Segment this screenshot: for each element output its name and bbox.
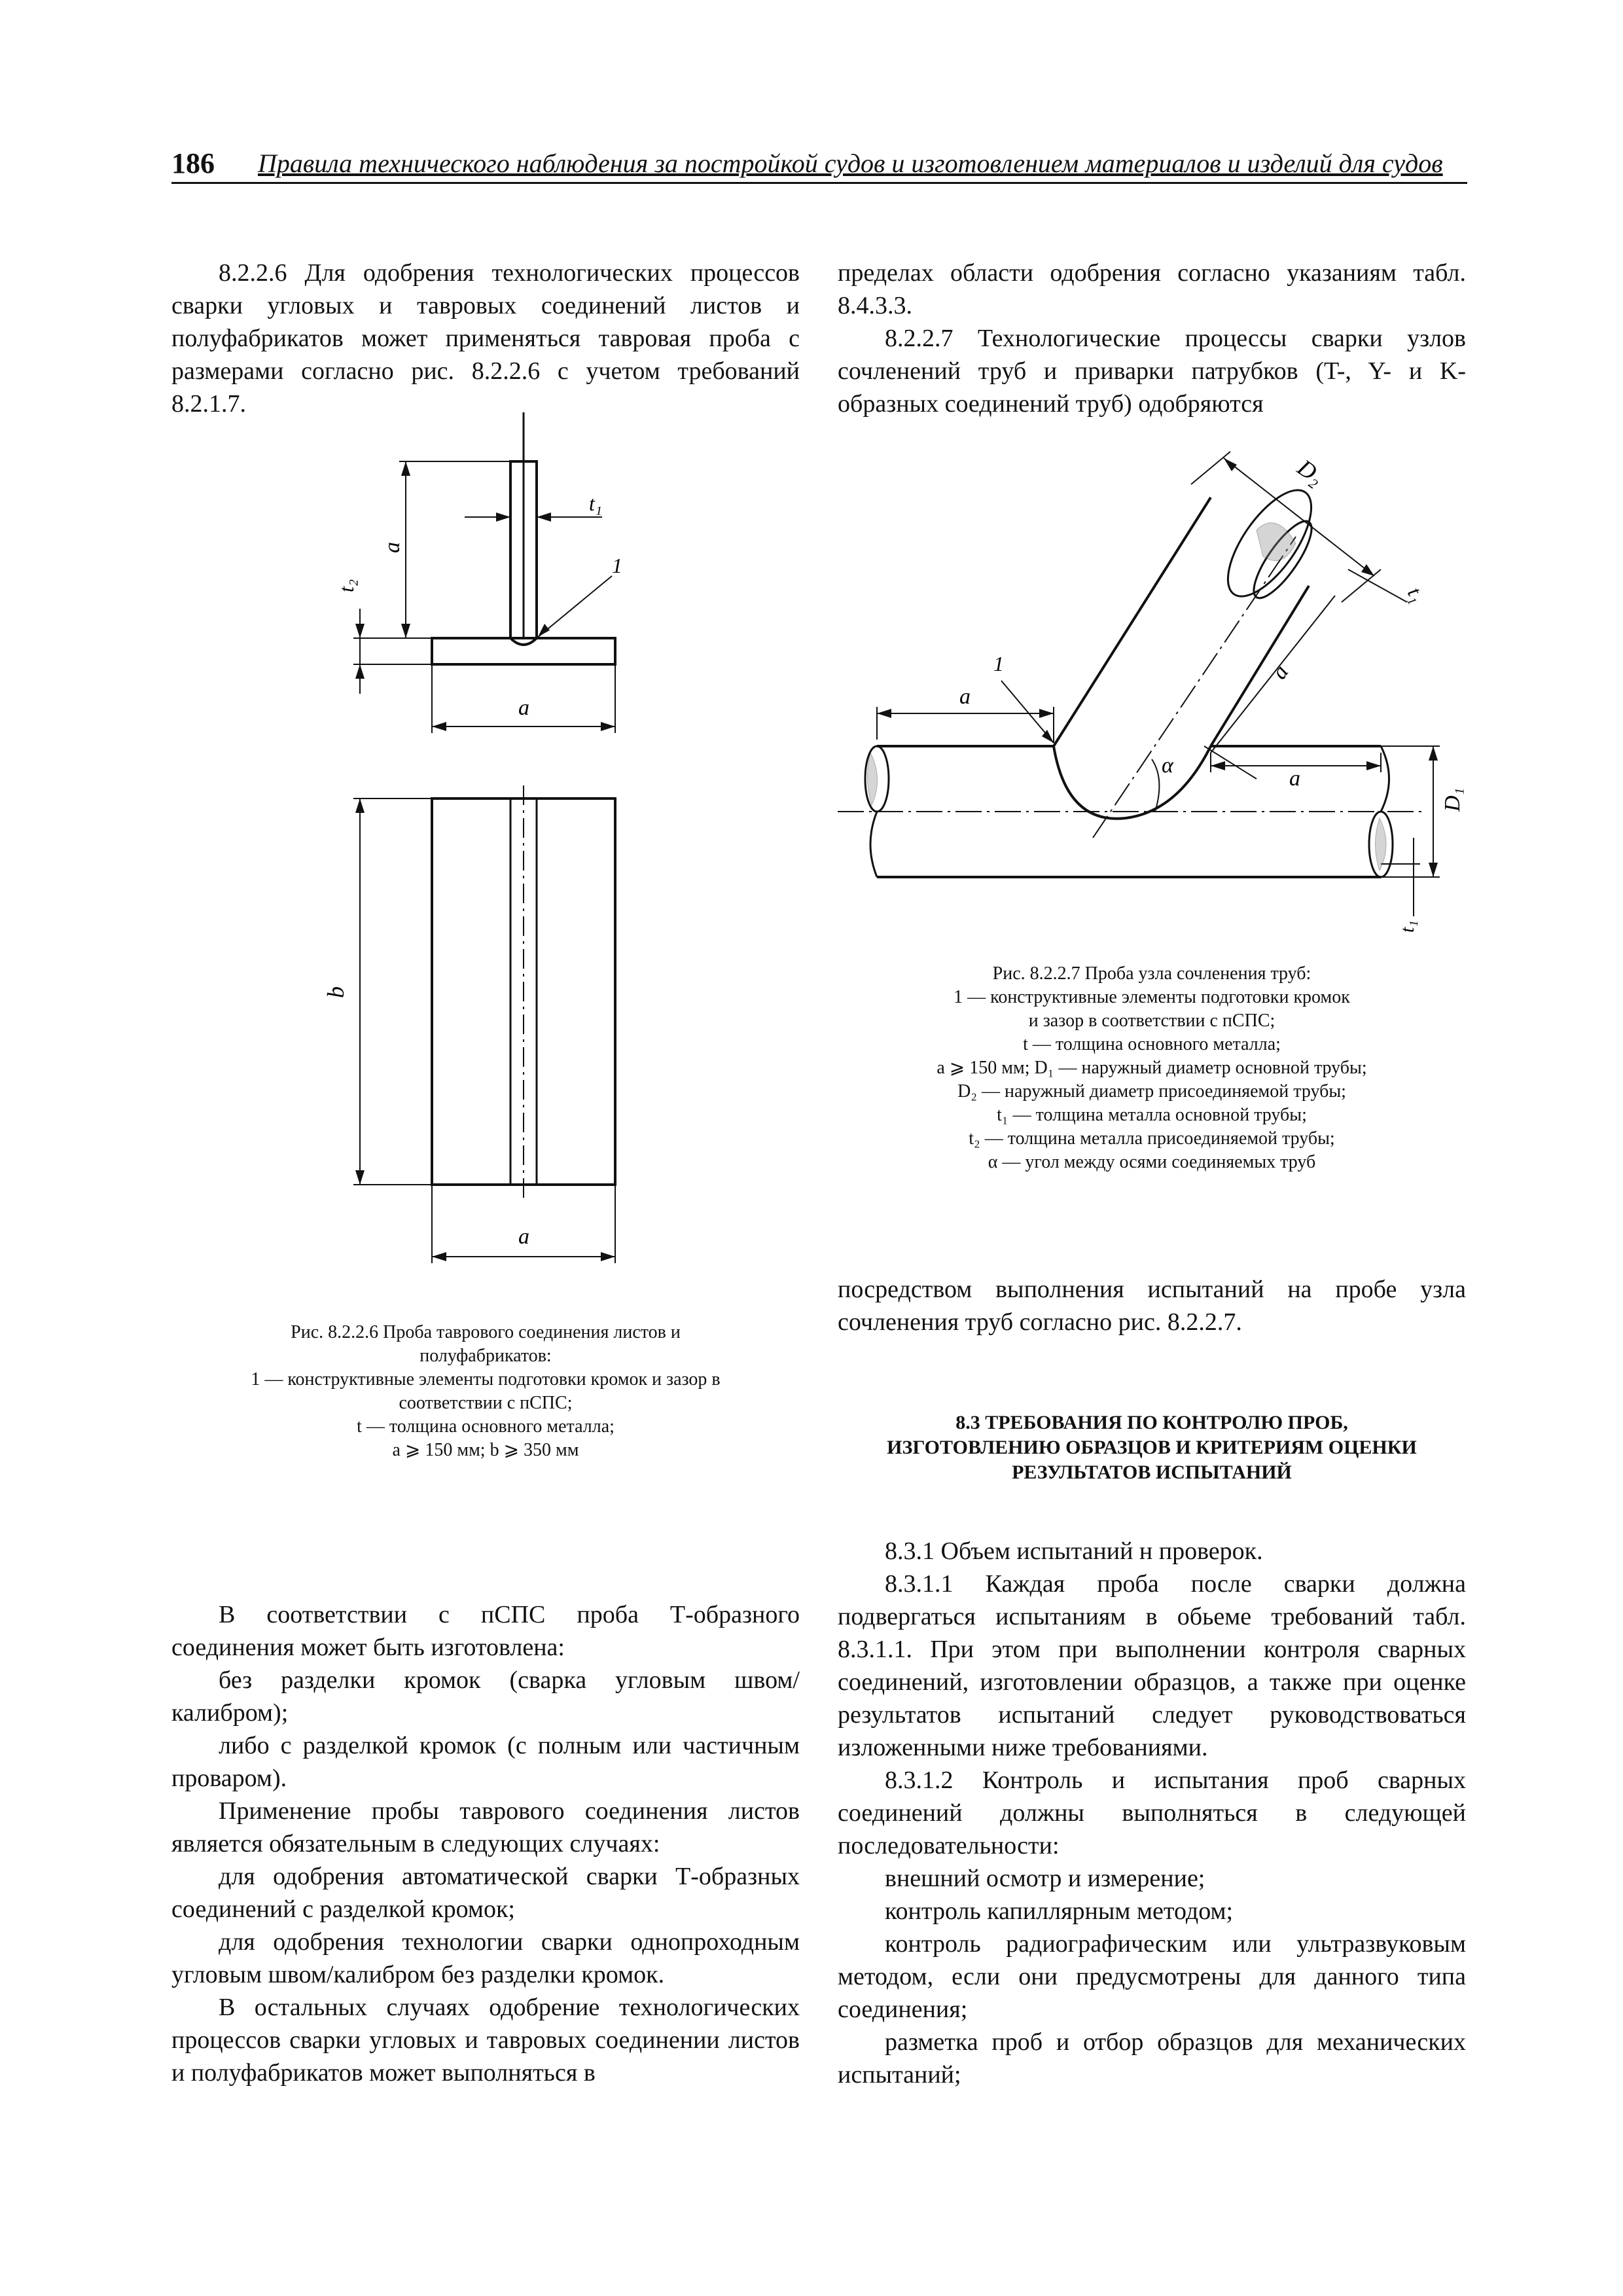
- list-item: разметка проб и отбор образцов для механических испытаний;: [838, 2028, 1466, 2089]
- section-title-line: РЕЗУЛЬТАТОВ ИСПЫТАНИЙ: [1012, 1462, 1292, 1483]
- caption-line: a ⩾ 150 мм; b ⩾ 350 мм: [392, 1440, 579, 1460]
- caption-line: t — толщина основного металла;: [1023, 1034, 1281, 1054]
- list-item: внешний осмотр и измерение;: [885, 1865, 1205, 1892]
- label-t2: t₂: [334, 579, 358, 592]
- caption-line: Рис. 8.2.2.7 Проба узла сочленения труб:: [992, 963, 1311, 984]
- section-title-line: ИЗГОТОВЛЕНИЮ ОБРАЗЦОВ И КРИТЕРИЯМ ОЦЕНКИ: [887, 1437, 1417, 1458]
- right-top-text: [838, 257, 1466, 420]
- caption-8-2-2-7: [838, 962, 1466, 1174]
- caption-line: D₂ — наружный диаметр присоединяемой трубы;: [957, 1081, 1346, 1102]
- caption-line: соответствии с пСПС;: [399, 1393, 573, 1413]
- caption-line: 1 — конструктивные элементы подготовки кромок и зазор в: [251, 1369, 721, 1390]
- caption-line: и зазор в соответствии с пСПС;: [1028, 1011, 1275, 1031]
- label-b: b: [323, 986, 349, 998]
- figure-8-2-2-7: [838, 445, 1479, 942]
- caption-line: t₁ — толщина металла основной трубы;: [997, 1105, 1307, 1125]
- label-t1: t₁: [589, 492, 603, 515]
- left-top-text: [171, 257, 800, 420]
- figure-8-2-2-6: [314, 412, 654, 1283]
- label-a-bottom: a: [518, 1225, 529, 1249]
- paragraph-continuation: посредством выполнения испытаний на пробе узла сочленения труб согласно рис. 8.2.2.7.: [838, 1276, 1466, 1336]
- label-alpha: α: [1162, 753, 1173, 778]
- paragraph: без разделки кромок (сварка угловым швом/калибром);: [171, 1666, 800, 1727]
- label-1: 1: [612, 554, 622, 577]
- section-title-8-3: [838, 1410, 1466, 1485]
- caption-line: Рис. 8.2.2.6 Проба таврового соединения листов и: [291, 1322, 681, 1342]
- paragraph-8-2-2-7: 8.2.2.7 Технологические процессы сварки узлов сочленений труб и приварки патрубков (T-, Y- и K-образных соединений труб) одобряются: [838, 325, 1466, 418]
- paragraph: В соответствии с пСПС проба Т-образного соединения может быть изготовлена:: [171, 1601, 800, 1661]
- paragraph-8-3-1-1: 8.3.1.1 Каждая проба после сварки должна подвергаться испытаниям в обьеме требований табл. 8.3.1.1. При этом при выполнении контроля сварных соединений, изготовлении образцов, а также при оценке результатов испытаний следует руководствоваться изложенными ниже требованиями.: [838, 1570, 1466, 1761]
- label-d1: D₁: [1440, 787, 1465, 812]
- label-a-left: a: [959, 685, 971, 709]
- list-item: контроль капиллярным методом;: [885, 1897, 1234, 1925]
- caption-line: 1 — конструктивные элементы подготовки кромок: [954, 987, 1350, 1007]
- caption-8-2-2-6: [171, 1321, 800, 1462]
- paragraph: Применение пробы таврового соединения листов является обязательным в следующих случаях:: [171, 1797, 800, 1857]
- caption-line: α — угол между осями соединяемых труб: [988, 1152, 1316, 1172]
- label-t1-top: t₁: [1402, 583, 1431, 606]
- label-1: 1: [993, 652, 1004, 675]
- left-bottom-text: [171, 1598, 800, 2089]
- running-title: Правила технического наблюдения за постройкой судов и изготовлением материалов и изделий для судов: [258, 149, 1443, 178]
- list-item: контроль радиографическим или ультразвуковым методом, если они предусмотрены для данного типа соединения;: [838, 1930, 1466, 2023]
- caption-line: t₂ — толщина металла присоединяемой трубы;: [969, 1128, 1335, 1149]
- right-mid-text: [838, 1273, 1466, 1338]
- caption-line: полуфабрикатов:: [419, 1346, 552, 1366]
- label-a-vertical: a: [380, 542, 404, 553]
- label-a-right: a: [1289, 766, 1300, 791]
- label-t1-bottom: t₁: [1397, 920, 1418, 933]
- caption-line: t — толщина основного металла;: [357, 1416, 615, 1437]
- paragraph-8-2-2-6: 8.2.2.6 Для одобрения технологических процессов сварки угловых и тавровых соединений листов и полуфабрикатов может применяться тавровая проба с размерами согласно рис. 8.2.2.6 с учетом требований 8.2.1.7.: [171, 259, 800, 418]
- paragraph: для одобрения технологии сварки однопроходным угловым швом/калибром без разделки кромок.: [171, 1928, 800, 1988]
- paragraph-8-3-1: 8.3.1 Объем испытаний н проверок.: [885, 1537, 1263, 1565]
- page-number: 186: [171, 147, 215, 179]
- right-bottom-text: [838, 1535, 1466, 2091]
- label-d2: D₂: [1293, 454, 1329, 490]
- section-title-line: 8.3 ТРЕБОВАНИЯ ПО КОНТРОЛЮ ПРОБ,: [955, 1412, 1348, 1433]
- caption-line: a ⩾ 150 мм; D₁ — наружный диаметр основной трубы;: [936, 1058, 1367, 1078]
- paragraph: В остальных случаях одобрение технологических процессов сварки угловых и тавровых соединении листов и полуфабрикатов может выполняться в: [171, 1994, 800, 2087]
- running-header: [171, 143, 1467, 184]
- paragraph-continuation: пределах области одобрения согласно указаниям табл. 8.4.3.3.: [838, 259, 1466, 319]
- paragraph-8-3-1-2: 8.3.1.2 Контроль и испытания проб сварных соединений должны выполняться в следующей последовательности:: [838, 1767, 1466, 1859]
- label-a-horizontal: a: [518, 696, 529, 720]
- paragraph: либо с разделкой кромок (с полным или частичным проваром).: [171, 1732, 800, 1792]
- label-a-branch: a: [1267, 660, 1294, 684]
- paragraph: для одобрения автоматической сварки Т-образных соединений с разделкой кромок;: [171, 1863, 800, 1923]
